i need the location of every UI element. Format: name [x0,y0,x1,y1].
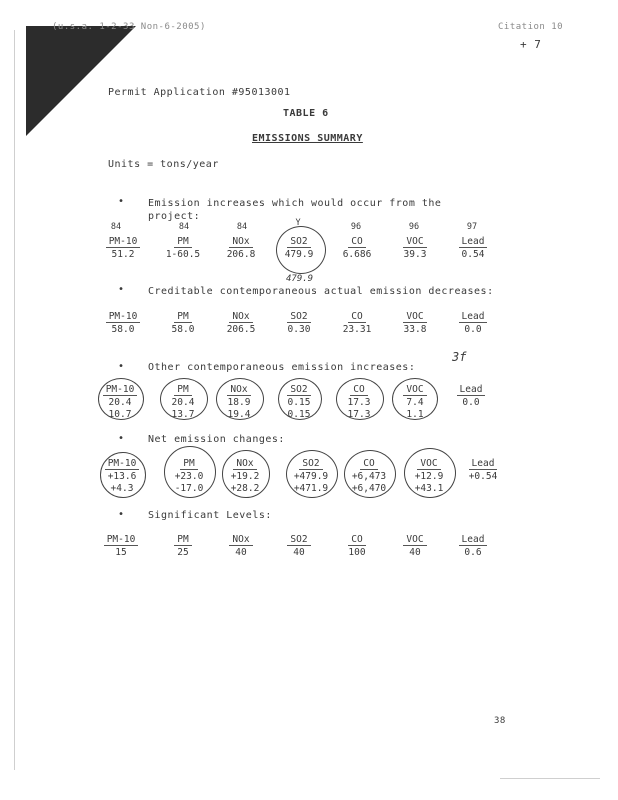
handwritten-value: +4.3 [110,483,134,494]
units-note: Units = tons/year [108,159,219,170]
emission-cell [210,534,272,558]
emission-cell [91,458,153,494]
emission-value: +479.9 [293,471,329,482]
emission-value: +0.54 [468,471,498,482]
permit-number: Permit Application #95013001 [108,87,291,98]
emission-cell [152,311,214,335]
emission-value: 58.0 [111,324,135,335]
emission-value: +6,473 [351,471,387,482]
emission-value: 58.0 [171,324,195,335]
emission-value: 20.4 [108,397,132,408]
handwritten-value: +43.1 [414,483,444,494]
pollutant-name: PM [174,384,191,396]
emission-cell [442,311,504,335]
pollutant-name: CO [360,458,377,470]
pollutant-name: NOx [227,384,250,396]
emission-value: 0.0 [464,324,482,335]
emission-value: 40 [235,547,247,558]
pollutant-name: PM-10 [103,384,138,396]
emission-value: +13.6 [107,471,137,482]
handwritten-value: 17.3 [347,409,371,420]
handwritten-value: 0.15 [287,409,311,420]
pollutant-name: NOx [233,458,256,470]
emission-cell [268,311,330,335]
emission-value: 1-60.5 [165,249,201,260]
emission-value: 0.6 [464,547,482,558]
header-right-text: Citation 10 [498,22,564,32]
emission-value: +19.2 [230,471,260,482]
emission-cell [384,534,446,558]
column-header: 84 [110,222,122,232]
pollutant-name: Lead [469,458,498,470]
pollutant-name: SO2 [287,236,310,248]
pollutant-name: Lead [457,384,486,396]
emission-cell [328,384,390,420]
pollutant-name: SO2 [287,534,310,546]
handwritten-value: +471.9 [293,483,329,494]
section-title: Net emission changes: [148,434,285,445]
emission-cell [208,384,270,420]
pollutant-name: CO [350,384,367,396]
handwritten-value: -17.0 [174,483,204,494]
emission-cell [442,236,504,260]
emission-cell [384,384,446,420]
header-left-text: (u.s.a. 1-2-33 Non-6-2005) [52,22,206,32]
emission-cell [326,311,388,335]
handwritten-note: 479.9 [286,274,314,284]
handwritten-circle [276,226,326,274]
emission-value: +12.9 [414,471,444,482]
emission-cell [89,384,151,420]
emission-value: 51.2 [111,249,135,260]
section-bullet: • [118,361,125,372]
pollutant-name: NOx [229,534,252,546]
pollutant-name: VOC [417,458,440,470]
emission-cell [384,311,446,335]
emission-cell [90,534,152,558]
emission-value: 0.15 [287,397,311,408]
pollutant-name: CO [348,311,365,323]
pollutant-name: NOx [229,311,252,323]
pollutant-name: PM [174,311,191,323]
emission-cell [152,236,214,260]
column-header: 96 [350,222,362,232]
emission-value: 206.5 [226,324,256,335]
emission-value: 100 [348,547,366,558]
table-title: EMISSIONS SUMMARY [252,133,363,144]
page-number: 38 [494,716,506,726]
emission-value: 7.4 [406,397,424,408]
handwritten-note: 3f [452,350,467,364]
pollutant-name: PM-10 [106,311,141,323]
emission-value: 15 [115,547,127,558]
section-title: Other contemporaneous emission increases: [148,362,416,373]
table-number: TABLE 6 [283,108,329,119]
scan-corner-shadow [26,26,136,136]
emission-value: 39.3 [403,249,427,260]
column-header: 96 [408,222,420,232]
emission-value: 6.686 [342,249,372,260]
pollutant-name: PM [174,534,191,546]
pollutant-name: NOx [229,236,252,248]
emission-cell [210,236,272,260]
handwritten-value: +6,470 [351,483,387,494]
emission-cell [326,534,388,558]
section-bullet: • [118,433,125,444]
scan-bottom-edge [500,778,600,779]
emission-cell [398,458,460,494]
handwritten-value: +28.2 [230,483,260,494]
pollutant-name: SO2 [287,384,310,396]
emission-value: 206.8 [226,249,256,260]
scan-left-edge [14,30,15,770]
pollutant-name: CO [348,236,365,248]
handwritten-value: 13.7 [171,409,195,420]
section-title: Creditable contemporaneous actual emission decreases: [148,286,494,297]
pollutant-name: Lead [459,311,488,323]
emission-cell [440,384,502,408]
pollutant-name: PM [180,458,197,470]
emission-value: 25 [177,547,189,558]
emission-cell [280,458,342,494]
pollutant-name: SO2 [299,458,322,470]
pollutant-name: CO [348,534,365,546]
pollutant-name: PM [174,236,191,248]
pollutant-name: Lead [459,534,488,546]
emission-value: +23.0 [174,471,204,482]
emission-cell [152,384,214,420]
emission-cell [210,311,272,335]
pollutant-name: VOC [403,534,426,546]
header-mark: + 7 [520,38,542,51]
emission-cell [442,534,504,558]
pollutant-name: VOC [403,236,426,248]
emission-cell [452,458,514,482]
pollutant-name: SO2 [287,311,310,323]
emission-value: 0.30 [287,324,311,335]
column-header: 84 [178,222,190,232]
emission-cell [158,458,220,494]
column-header: 84 [236,222,248,232]
section-title: Emission increases which would occur from the project: [148,198,442,222]
emission-cell [92,311,154,335]
column-header: Y [295,218,301,228]
handwritten-value: 19.4 [227,409,251,420]
pollutant-name: PM-10 [105,458,140,470]
emission-value: 23.31 [342,324,372,335]
emission-value: 18.9 [227,397,251,408]
pollutant-name: VOC [403,384,426,396]
section-bullet: • [118,196,125,207]
emission-cell [152,534,214,558]
emission-value: 479.9 [284,249,314,260]
column-header: 97 [466,222,478,232]
emission-value: 0.0 [462,397,480,408]
emission-cell [268,384,330,420]
pollutant-name: PM-10 [104,534,139,546]
handwritten-value: 1.1 [406,409,424,420]
pollutant-name: PM-10 [106,236,141,248]
emission-value: 40 [293,547,305,558]
section-bullet: • [118,509,125,520]
section-title: Significant Levels: [148,510,272,521]
section-bullet: • [118,284,125,295]
emission-value: 20.4 [171,397,195,408]
handwritten-value: 10.7 [108,409,132,420]
emission-cell [384,236,446,260]
emission-value: 33.8 [403,324,427,335]
emission-cell [268,534,330,558]
emission-value: 0.54 [461,249,485,260]
emission-cell [326,236,388,260]
emission-cell [92,236,154,260]
emission-cell [338,458,400,494]
pollutant-name: Lead [459,236,488,248]
emission-cell [214,458,276,494]
emission-value: 17.3 [347,397,371,408]
emission-value: 40 [409,547,421,558]
pollutant-name: VOC [403,311,426,323]
